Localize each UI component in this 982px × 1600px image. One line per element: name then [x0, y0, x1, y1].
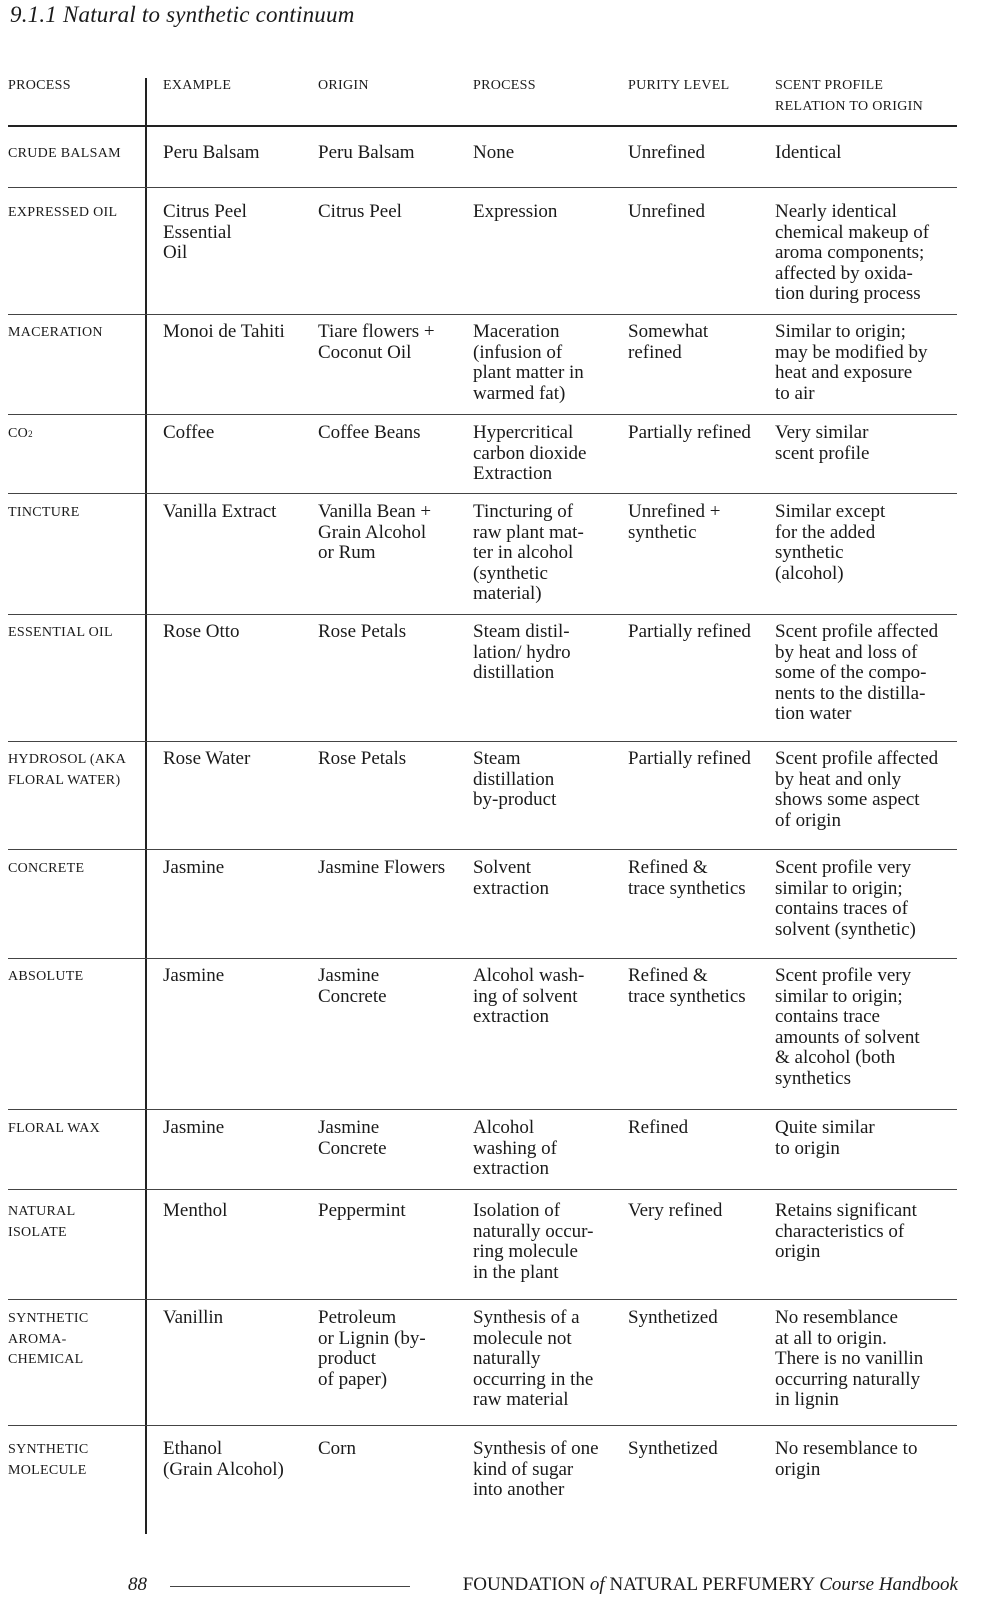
cell-origin: Vanilla Bean + Grain Alcohol or Rum: [318, 501, 432, 563]
cell-scent: No resemblance at all to origin. There is no vanillin occurring naturally in lignin: [775, 1307, 924, 1410]
cell-process: Hypercritical carbon dioxide Extraction: [473, 422, 587, 484]
cell-origin: Citrus Peel: [318, 201, 402, 222]
row-label: ESSENTIAL OIL: [8, 625, 113, 640]
cell-origin: Jasmine Concrete: [318, 965, 387, 1007]
page-footer: [0, 1574, 982, 1600]
cell-origin: Jasmine Flowers: [318, 857, 446, 878]
header-process-method: PROCESS: [473, 78, 536, 93]
cell-process: Solvent extraction: [473, 857, 549, 899]
cell-purity: Refined: [628, 1117, 689, 1138]
row-divider: [8, 1109, 957, 1110]
row-divider: [8, 314, 957, 315]
cell-scent: Very similar scent profile: [775, 422, 870, 464]
cell-origin: Peru Balsam: [318, 142, 415, 163]
cell-scent: Quite similar to origin: [775, 1117, 875, 1159]
row-label-superscript: 2: [28, 429, 33, 439]
cell-scent: Nearly identical chemical makeup of aroma components; affected by oxida- tion during process: [775, 201, 930, 304]
row-label: $CO^2$: [8, 426, 33, 441]
header-purity: PURITY LEVEL: [628, 78, 730, 93]
row-divider: [8, 958, 957, 959]
cell-scent: Scent profile very similar to origin; contains traces of solvent (synthetic): [775, 857, 916, 940]
page-number: 88: [128, 1574, 147, 1595]
cell-scent: Similar except for the added synthetic (alcohol): [775, 501, 886, 584]
row-label: SYNTHETIC MOLECULE: [8, 1442, 89, 1478]
cell-scent: Scent profile very similar to origin; contains trace amounts of solvent & alcohol (both synthetics: [775, 965, 920, 1089]
row-label: FLORAL WAX: [8, 1121, 101, 1136]
cell-scent: Similar to origin; may be modified by heat and exposure to air: [775, 321, 928, 404]
cell-origin: Rose Petals: [318, 748, 407, 769]
cell-example: Ethanol (Grain Alcohol): [163, 1438, 284, 1480]
row-divider: [8, 614, 957, 615]
header-rule: [8, 125, 957, 127]
row-label: HYDROSOL (AKA FLORAL WATER): [8, 752, 127, 788]
cell-scent: Identical: [775, 142, 842, 163]
header-process: PROCESS: [8, 78, 71, 93]
cell-process: Steam distil- lation/ hydro distillation: [473, 621, 571, 683]
cell-example: Jasmine: [163, 1117, 225, 1138]
cell-process: Maceration (infusion of plant matter in warmed fat): [473, 321, 584, 404]
footer-title-part1: FOUNDATION: [462, 1574, 590, 1595]
cell-process: Synthesis of a molecule not naturally occurring in the raw material: [473, 1307, 594, 1410]
cell-purity: Partially refined: [628, 621, 751, 642]
cell-process: Expression: [473, 201, 558, 222]
column-divider: [145, 78, 147, 1534]
cell-process: Steam distillation by-product: [473, 748, 557, 810]
cell-purity: Partially refined: [628, 422, 751, 443]
cell-purity: Partially refined: [628, 748, 751, 769]
cell-example: Peru Balsam: [163, 142, 260, 163]
section-heading: 9.1.1 Natural to synthetic continuum: [10, 2, 355, 27]
cell-origin: Tiare flowers + Coconut Oil: [318, 321, 435, 363]
row-label: TINCTURE: [8, 505, 80, 520]
cell-process: Isolation of naturally occur- ring molecule in the plant: [473, 1200, 594, 1283]
cell-process: None: [473, 142, 515, 163]
footer-title-part3: Course Handbook: [819, 1574, 958, 1595]
row-label: SYNTHETIC AROMA- CHEMICAL: [8, 1311, 89, 1367]
row-divider: [8, 1425, 957, 1426]
cell-example: Jasmine: [163, 965, 225, 986]
header-example: EXAMPLE: [163, 78, 232, 93]
header-scent: SCENT PROFILE RELATION TO ORIGIN: [775, 78, 923, 114]
cell-process: Alcohol washing of extraction: [473, 1117, 557, 1179]
cell-origin: Corn: [318, 1438, 356, 1459]
cell-example: Rose Otto: [163, 621, 240, 642]
cell-example: Menthol: [163, 1200, 228, 1221]
cell-example: Monoi de Tahiti: [163, 321, 285, 342]
cell-purity: Unrefined + synthetic: [628, 501, 721, 543]
footer-book-title: [463, 1574, 958, 1596]
row-label: CRUDE BALSAM: [8, 146, 121, 161]
cell-example: Vanillin: [163, 1307, 224, 1328]
row-label: NATURAL ISOLATE: [8, 1204, 76, 1240]
cell-scent: Scent profile affected by heat and only shows some aspect of origin: [775, 748, 939, 831]
row-divider: [8, 849, 957, 850]
cell-purity: Synthetized: [628, 1307, 718, 1328]
cell-origin: Rose Petals: [318, 621, 407, 642]
cell-origin: Petroleum or Lignin (by- product of paper): [318, 1307, 426, 1390]
row-divider: [8, 741, 957, 742]
cell-purity: Refined & trace synthetics: [628, 857, 746, 899]
cell-purity: Unrefined: [628, 142, 706, 163]
cell-origin: Jasmine Concrete: [318, 1117, 387, 1159]
cell-origin: Coffee Beans: [318, 422, 421, 443]
row-divider: [8, 493, 957, 494]
cell-example: Coffee: [163, 422, 215, 443]
cell-scent: No resemblance to origin: [775, 1438, 918, 1480]
row-label: CONCRETE: [8, 861, 85, 876]
row-label: ABSOLUTE: [8, 969, 84, 984]
cell-example: Rose Water: [163, 748, 251, 769]
cell-purity: Synthetized: [628, 1438, 718, 1459]
cell-purity: Somewhat refined: [628, 321, 709, 363]
cell-example: Jasmine: [163, 857, 225, 878]
cell-purity: Refined & trace synthetics: [628, 965, 746, 1007]
row-divider: [8, 1189, 957, 1190]
header-origin: ORIGIN: [318, 78, 369, 93]
cell-process: Alcohol wash- ing of solvent extraction: [473, 965, 585, 1027]
footer-title-of: of: [589, 1574, 605, 1595]
cell-purity: Very refined: [628, 1200, 723, 1221]
cell-purity: Unrefined: [628, 201, 706, 222]
cell-process: Synthesis of one kind of sugar into another: [473, 1438, 599, 1500]
cell-origin: Peppermint: [318, 1200, 406, 1221]
row-divider: [8, 1299, 957, 1300]
cell-example: Citrus Peel Essential Oil: [163, 201, 247, 263]
cell-process: Tincturing of raw plant mat- ter in alcohol (synthetic material): [473, 501, 584, 604]
cell-scent: Retains significant characteristics of origin: [775, 1200, 917, 1262]
row-label: MACERATION: [8, 325, 103, 340]
cell-scent: Scent profile affected by heat and loss of some of the compo- nents to the distilla- tion water: [775, 621, 939, 724]
footer-title-part2: NATURAL PERFUMERY: [604, 1574, 820, 1595]
footer-rule: [170, 1586, 410, 1587]
row-divider: [8, 414, 957, 415]
row-divider: [8, 187, 957, 188]
cell-example: Vanilla Extract: [163, 501, 277, 522]
row-label: EXPRESSED OIL: [8, 205, 118, 220]
